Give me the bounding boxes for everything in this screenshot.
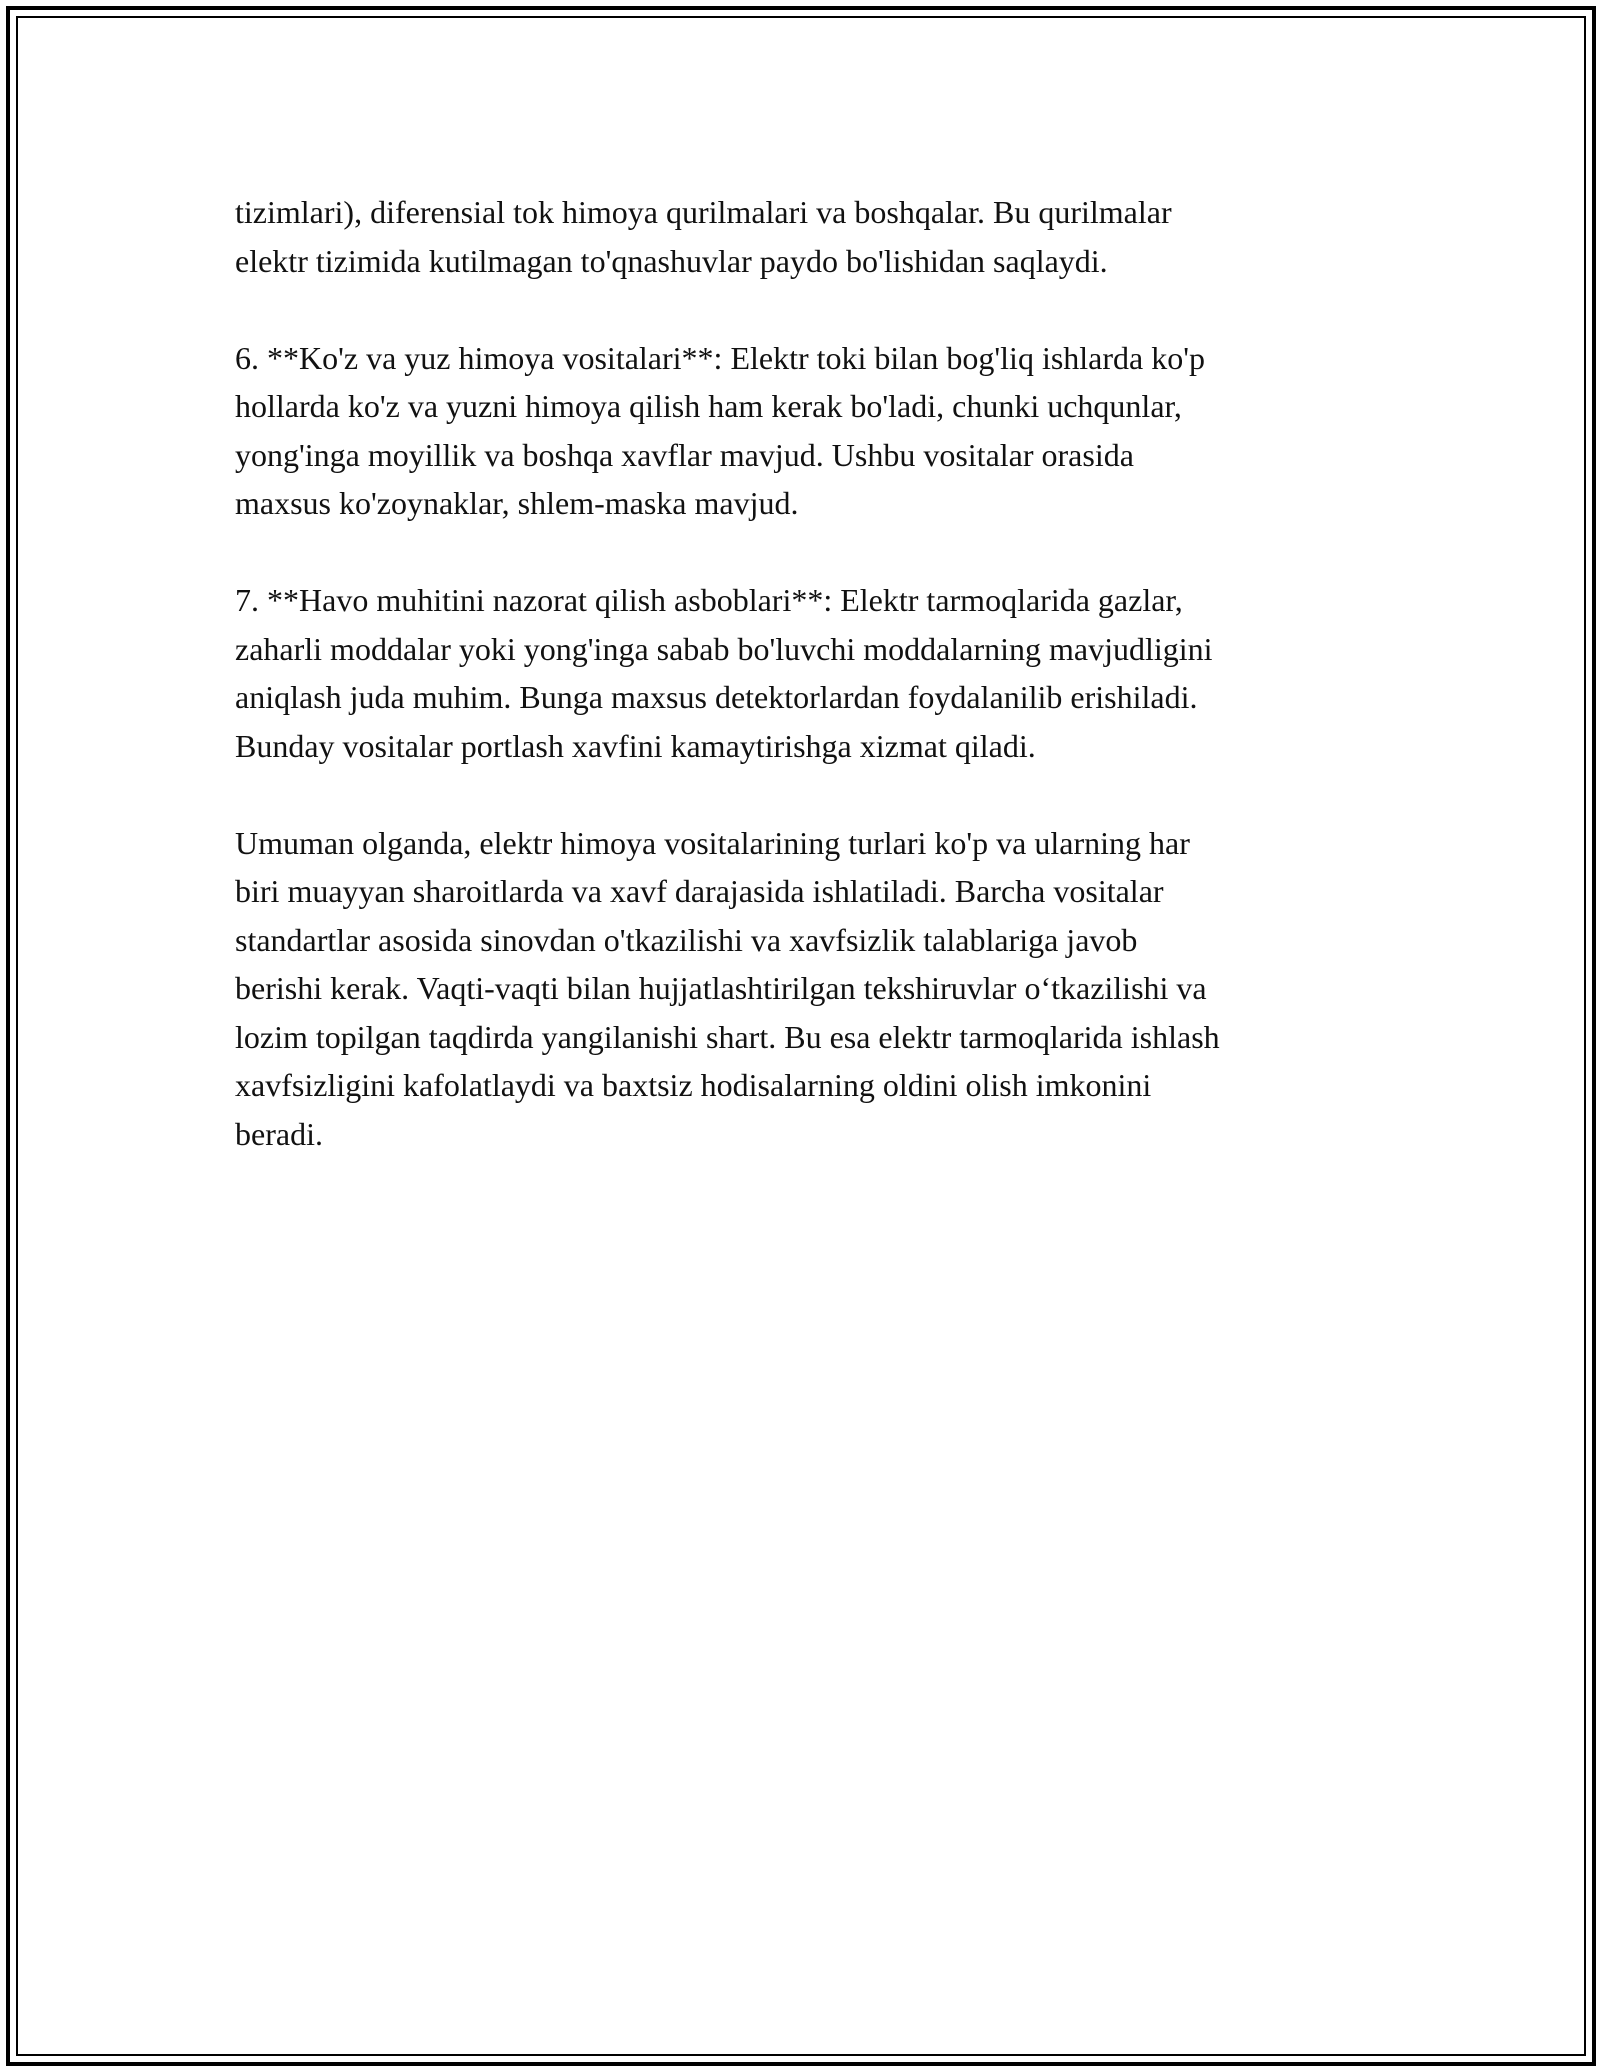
document-body <box>235 188 1375 1207</box>
paragraph-eye-face-protection <box>235 334 1375 528</box>
text-line: biri muayyan sharoitlarda va xavf darajasida ishlatiladi. Barcha vositalar <box>235 873 1164 909</box>
text-line: elektr tizimida kutilmagan to'qnashuvlar paydo bo'lishidan saqlaydi. <box>235 242 1108 279</box>
text-line: 7. **Havo muhitini nazorat qilish asboblari**: Elektr tarmoqlarida gazlar, <box>235 582 1183 618</box>
text-line: xavfsizligini kafolatlaydi va baxtsiz hodisalarning oldini olish imkonini <box>235 1067 1152 1103</box>
text-line: berishi kerak. Vaqti-vaqti bilan hujjatlashtirilgan tekshiruvlar o‘tkazilishi va <box>235 970 1207 1006</box>
text-line: maxsus ko'zoynaklar, shlem-maska mavjud. <box>235 485 799 521</box>
text-line: yong'inga moyillik va boshqa xavflar mavjud. Ushbu vositalar orasida <box>235 436 1134 473</box>
text-line: beradi. <box>235 1115 323 1152</box>
paragraph-protective-devices-continued <box>235 188 1375 285</box>
text-line: standartlar asosida sinovdan o'tkazilishi va xavfsizlik talablariga javob <box>235 921 1138 958</box>
text-line: tizimlari), diferensial tok himoya qurilmalari va boshqalar. Bu qurilmalar <box>235 194 1172 230</box>
text-line: zaharli moddalar yoki yong'inga sabab bo'luvchi moddalarning mavjudligini <box>235 630 1213 667</box>
text-line: 6. **Ko'z va yuz himoya vositalari**: Elektr toki bilan bog'liq ishlarda ko'p <box>235 339 1205 376</box>
text-line: Bunday vositalar portlash xavfini kamaytirishga xizmat qiladi. <box>235 727 1036 764</box>
text-line: Umuman olganda, elektr himoya vositalarining turlari ko'p va ularning har <box>235 824 1190 861</box>
text-line: aniqlash juda muhim. Bunga maxsus detektorlardan foydalanilib erishiladi. <box>235 679 1198 715</box>
text-line: hollarda ko'z va yuzni himoya qilish ham kerak bo'ladi, chunki uchqunlar, <box>235 388 1182 424</box>
text-line: lozim topilgan taqdirda yangilanishi shart. Bu esa elektr tarmoqlarida ishlash <box>235 1018 1220 1055</box>
paragraph-air-monitoring <box>235 576 1375 770</box>
paragraph-conclusion <box>235 819 1375 1159</box>
